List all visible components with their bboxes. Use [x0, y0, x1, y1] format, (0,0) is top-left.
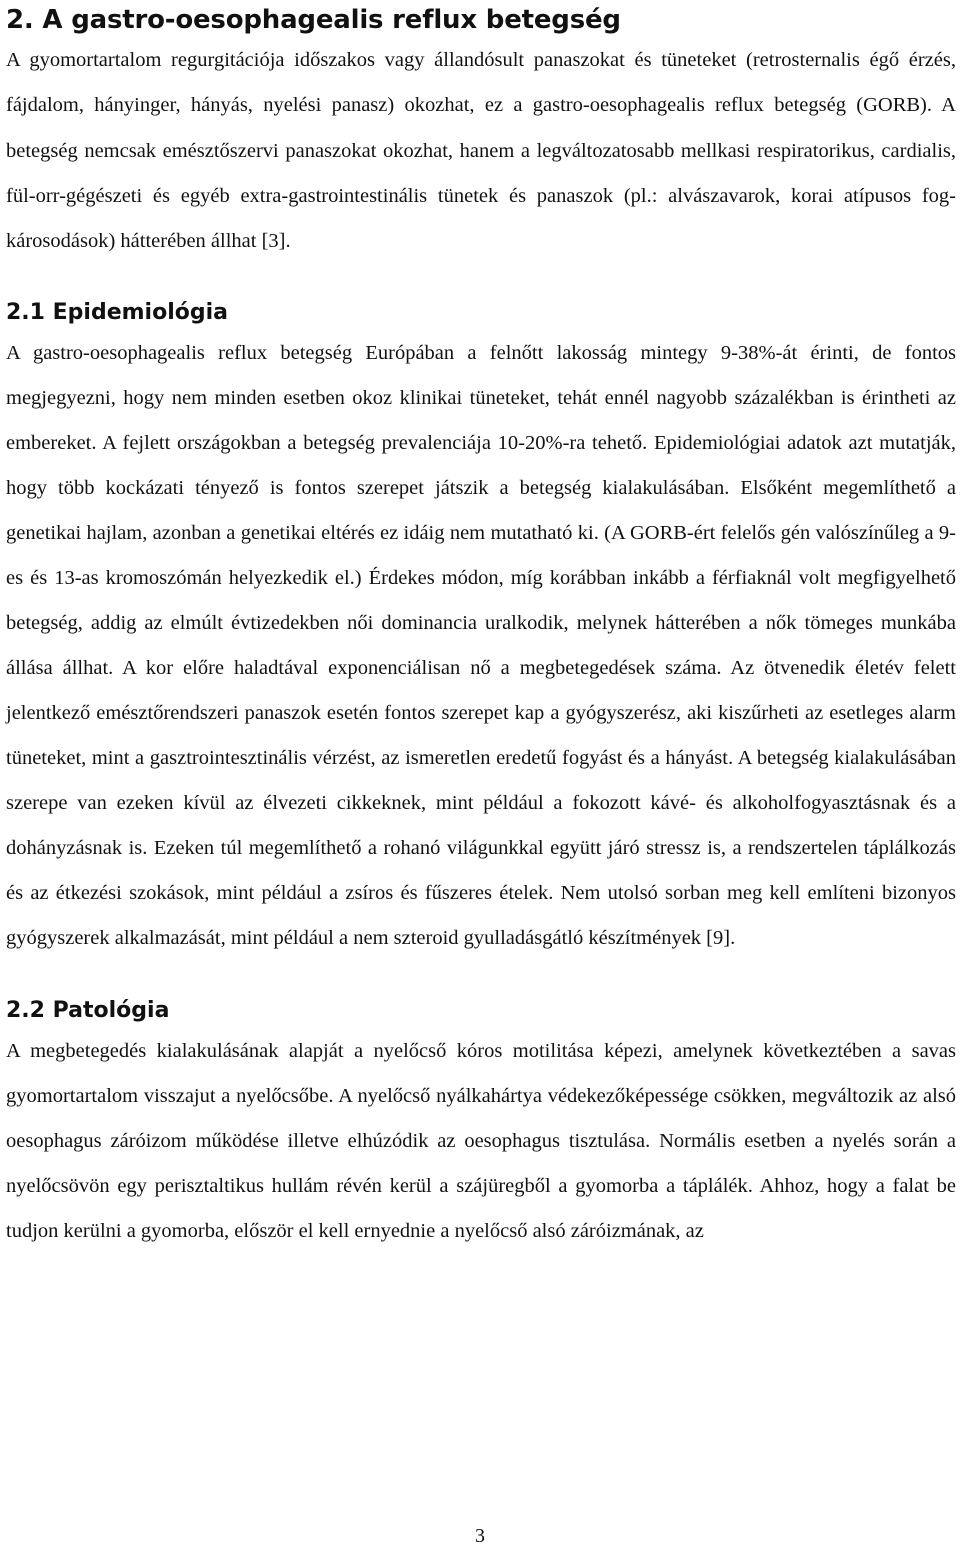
section-heading-pathology: 2.2 Patológia — [6, 998, 170, 1024]
section-heading-epidemiology: 2.1 Epidemiológia — [6, 300, 228, 326]
page-number: 3 — [475, 1525, 485, 1547]
intro-paragraph: A gyomortartalom regurgitációja időszakos vagy állandósult panaszokat és tüneteket (retrosternalis égő érzés, fájdalom, hányinger, hányás, nyelési panasz) okozhat, ez a gastro-oesophagealis reflux betegség (GORB). A betegség nemcsak emésztőszervi panaszokat okozhat, hanem a legváltozatosabb mellkasi respiratorikus, cardialis, fül-orr-gégészeti és egyéb extra-gastrointestinális tünetek és panaszok (pl.: alvászavarok, korai atípusos fog-károsodások) hátterében állhat [3]. — [6, 49, 956, 253]
chapter-title: 2. A gastro-oesophagealis reflux betegség — [6, 5, 621, 35]
document-page — [6, 0, 956, 1254]
pathology-paragraph: A megbetegedés kialakulásának alapját a nyelőcső kóros motilitása képezi, amelynek következtében a savas gyomortartalom visszajut a nyelőcsőbe. A nyelőcső nyálkahártya védekezőképessége csökken, megváltozik az alsó oesophagus záróizom működése illetve elhúzódik az oesophagus tisztulása. Normális esetben a nyelés során a nyelőcsövön egy perisztaltikus hullám révén kerül a szájüregből a gyomorba a táplálék. Ahhoz, hogy a falat be tudjon kerülni a gyomorba, először el kell ernyednie a nyelőcső alsó záróizmának, az — [6, 1040, 956, 1243]
epidemiology-paragraph: A gastro-oesophagealis reflux betegség Európában a felnőtt lakosság mintegy 9-38%-át érinti, de fontos megjegyezni, hogy nem minden esetben okoz klinikai tüneteket, tehát ennél nagyobb százalékban is érintheti az embereket. A fejlett országokban a betegség prevalenciája 10-20%-ra tehető. Epidemiológiai adatok azt mutatják, hogy több kockázati tényező is fontos szerepet játszik a betegség kialakulásában. Elsőként megemlíthető a genetikai hajlam, azonban a genetikai eltérés ez idáig nem mutatható ki. (A GORB-ért felelős gén valószínűleg a 9-es és 13-as kromoszómán helyezkedik el.) Érdekes módon, míg korábban inkább a férfiaknál volt megfigyelhető betegség, addig az elmúlt évtizedekben női dominancia uralkodik, melynek hátterében a nők tömeges munkába állása állhat. A kor előre haladtával exponenciálisan nő a megbetegedések száma. Az ötvenedik életév felett jelentkező emésztőrendszeri panaszok esetén fontos szerepet kap a gyógyszerész, aki kiszűrheti az esetleges alarm tüneteket, mint a gasztrointesztinális vérzést, az ismeretlen eredetű fogyást és a hányást. A betegség kialakulásában szerepe van ezeken kívül az élvezeti cikkeknek, mint például a fokozott kávé- és alkoholfogyasztásnak és a dohányzásnak is. Ezeken túl megemlíthető a rohanó világunkkal együtt járó stressz is, a rendszertelen táplálkozás és az étkezési szokások, mint például a zsíros és fűszeres ételek. Nem utolsó sorban meg kell említeni bizonyos gyógyszerek alkalmazását, mint például a nem szteroid gyulladásgátló készítmények [9]. — [6, 342, 956, 950]
